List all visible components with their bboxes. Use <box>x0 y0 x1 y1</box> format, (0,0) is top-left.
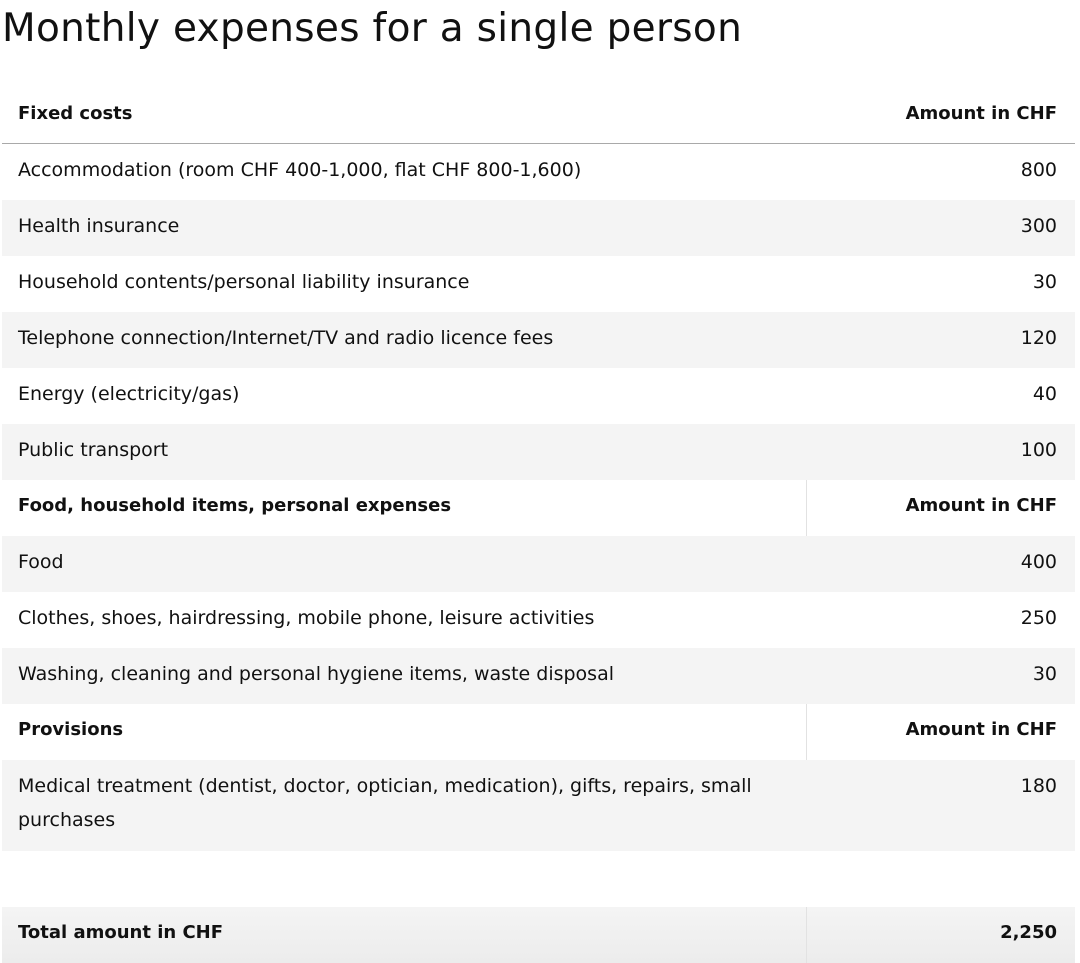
table-row <box>2 424 1075 480</box>
row-label: Public transport <box>18 439 169 461</box>
table-row <box>2 536 1075 592</box>
row-amount: 250 <box>1020 607 1057 629</box>
row-amount: 30 <box>1032 271 1057 293</box>
row-amount: 300 <box>1020 215 1057 237</box>
section-heading: Fixed costs <box>18 103 133 124</box>
table-row <box>2 648 1075 704</box>
table-spacer <box>2 851 1075 907</box>
table-row <box>2 368 1075 424</box>
row-label: Household contents/personal liability insurance <box>18 271 470 293</box>
section-heading: Food, household items, personal expenses <box>18 495 452 516</box>
section-header-provisions <box>2 704 1075 760</box>
table-row <box>2 592 1075 648</box>
row-label: Washing, cleaning and personal hygiene items, waste disposal <box>18 663 615 685</box>
section-header-fixed-costs <box>2 88 1075 144</box>
total-amount: 2,250 <box>1000 922 1057 943</box>
row-amount: 800 <box>1020 159 1057 181</box>
row-label: Food <box>18 551 64 573</box>
page-title: Monthly expenses for a single person <box>2 6 743 51</box>
row-amount: 400 <box>1020 551 1057 573</box>
row-label: Energy (electricity/gas) <box>18 383 240 405</box>
table-row <box>2 256 1075 312</box>
amount-column-header: Amount in CHF <box>905 495 1057 516</box>
row-amount: 30 <box>1032 663 1057 685</box>
table-row <box>2 312 1075 368</box>
row-label: Medical treatment (dentist, doctor, optician, medication), gifts, repairs, small purchases <box>18 775 752 831</box>
row-label: Accommodation (room CHF 400-1,000, flat CHF 800-1,600) <box>18 159 582 181</box>
amount-column-header: Amount in CHF <box>905 719 1057 740</box>
row-label: Clothes, shoes, hairdressing, mobile phone, leisure activities <box>18 607 595 629</box>
row-amount: 180 <box>1020 775 1057 797</box>
total-label: Total amount in CHF <box>18 922 224 943</box>
table-row <box>2 144 1075 200</box>
row-amount: 100 <box>1020 439 1057 461</box>
row-amount: 120 <box>1020 327 1057 349</box>
section-header-food-household <box>2 480 1075 536</box>
total-row <box>2 907 1075 963</box>
row-label: Health insurance <box>18 215 180 237</box>
table-row <box>2 200 1075 256</box>
row-amount: 40 <box>1032 383 1057 405</box>
row-label: Telephone connection/Internet/TV and radio licence fees <box>18 327 554 349</box>
section-heading: Provisions <box>18 719 124 740</box>
expenses-table <box>2 88 1075 963</box>
amount-column-header: Amount in CHF <box>905 103 1057 124</box>
table-row <box>2 760 1075 851</box>
